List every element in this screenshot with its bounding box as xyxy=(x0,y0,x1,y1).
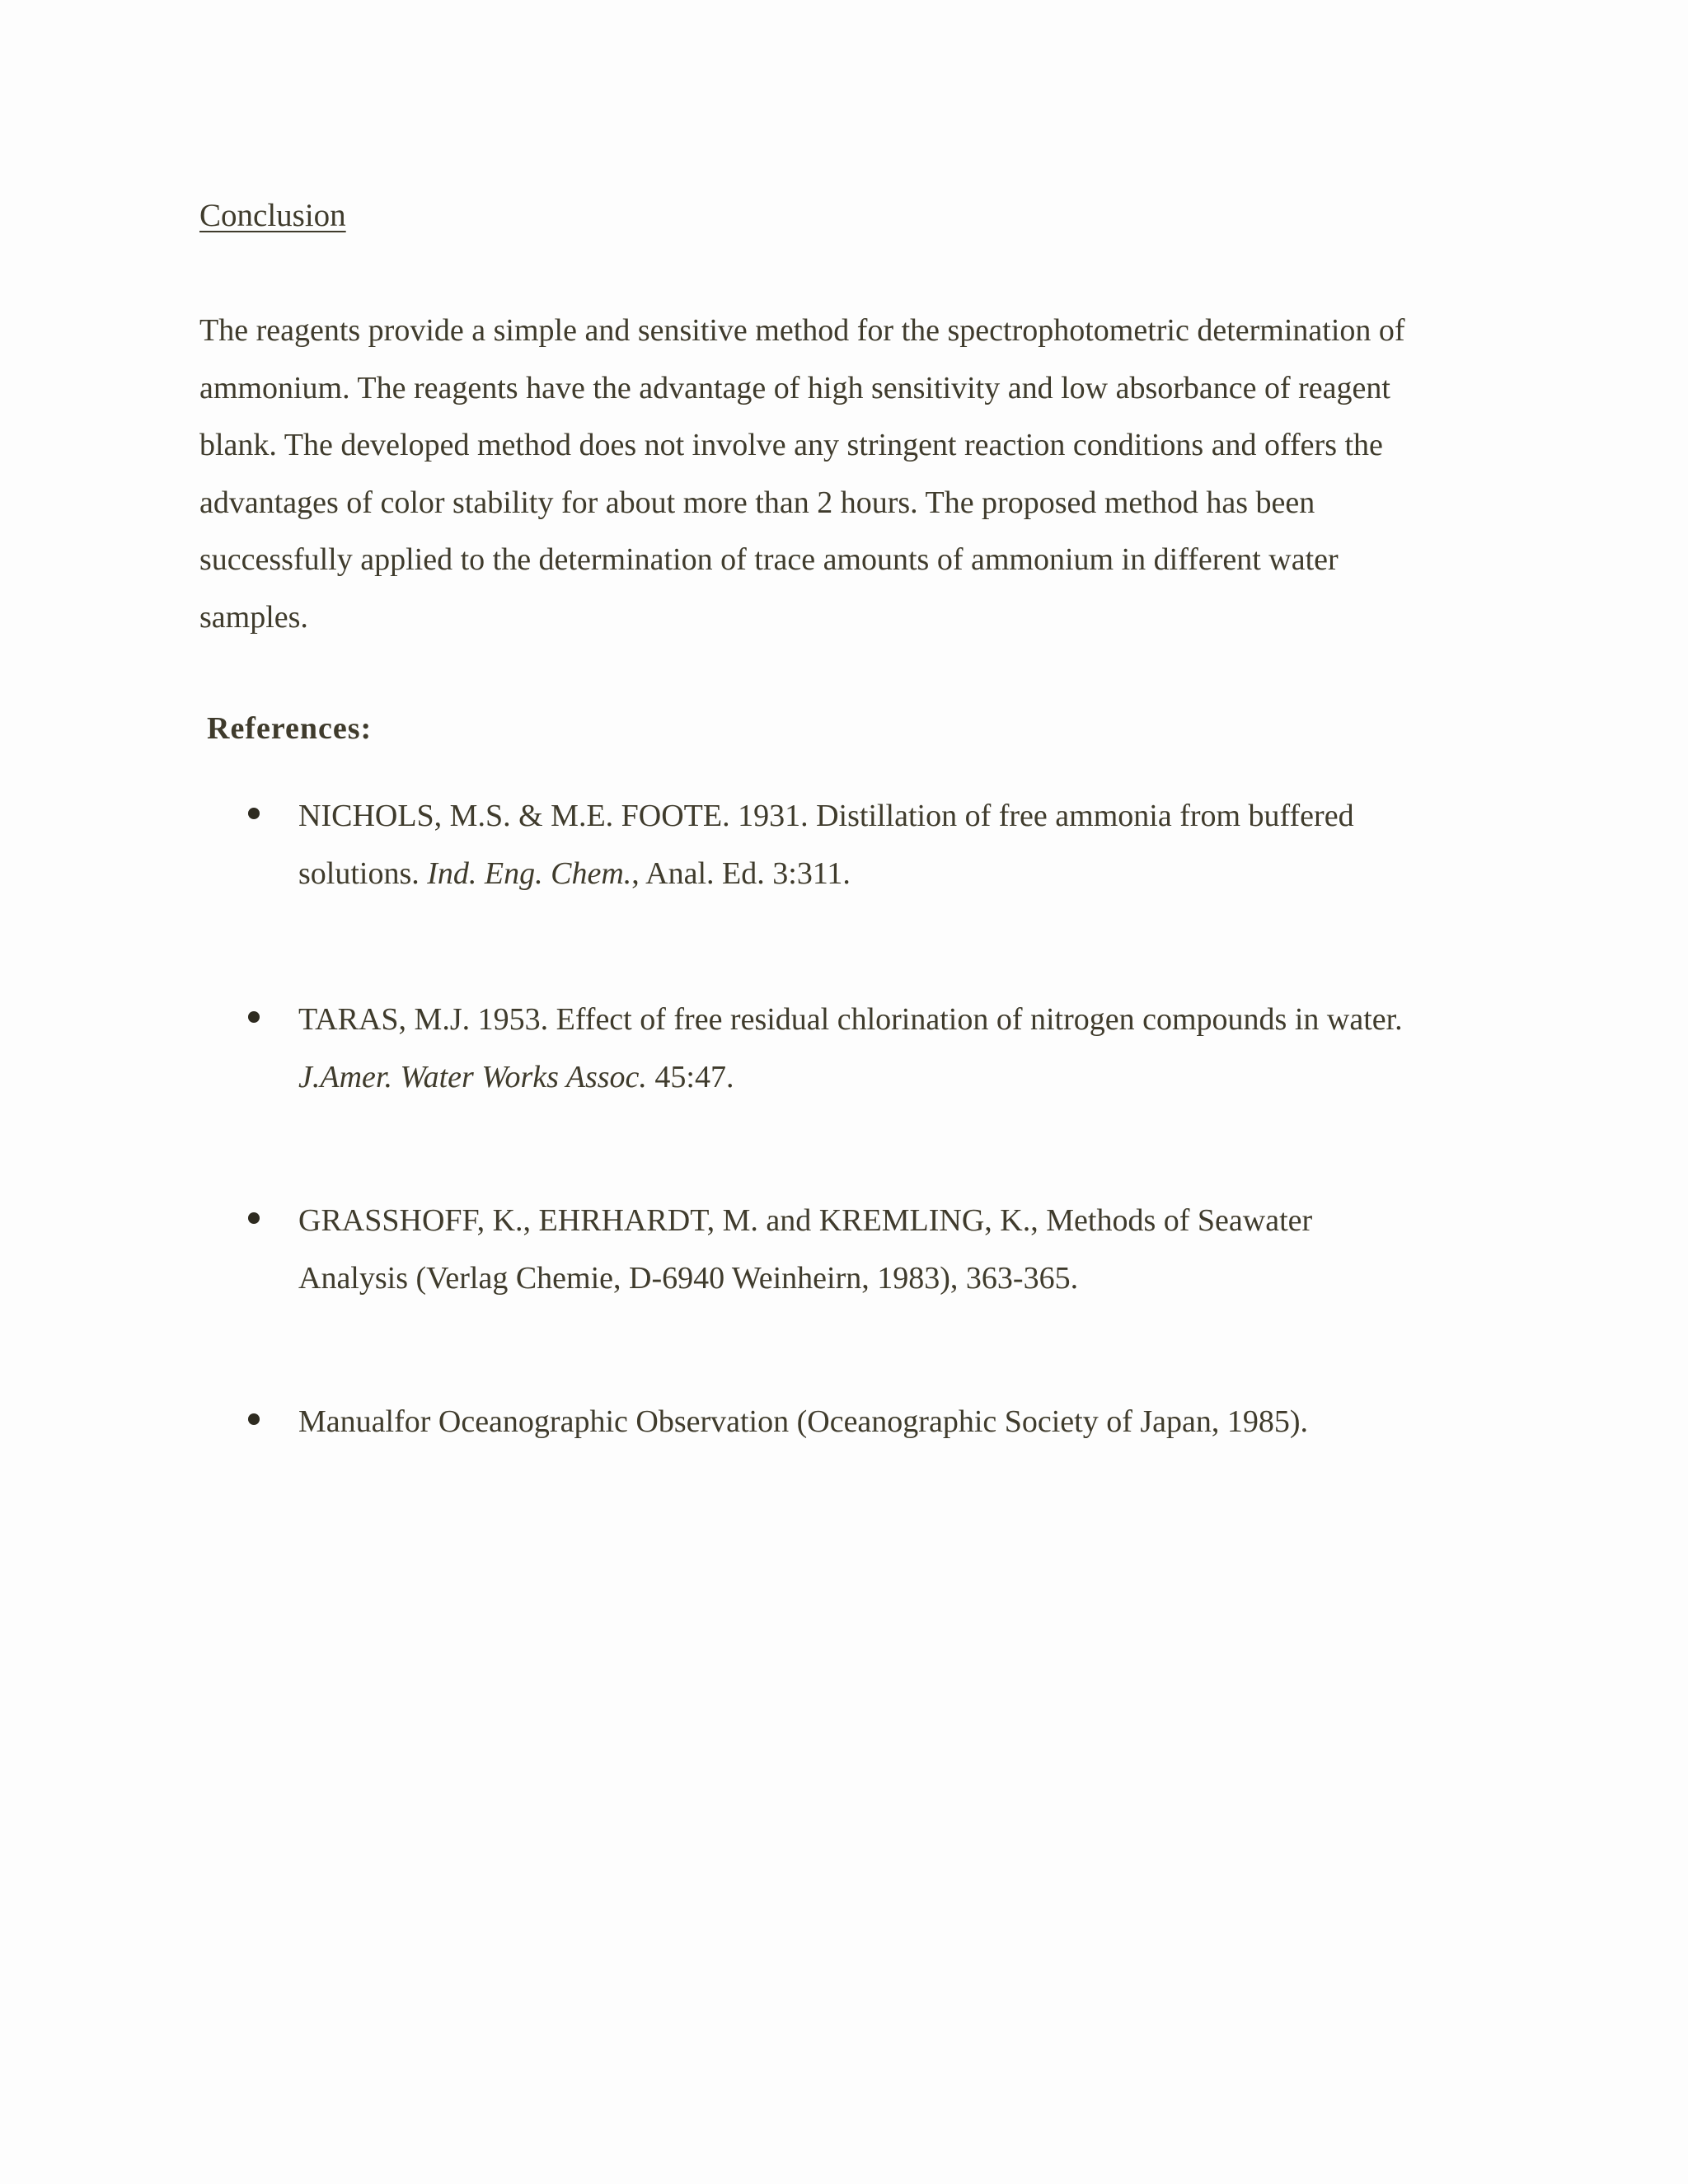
conclusion-paragraph xyxy=(199,302,1485,646)
paragraph-line: ammonium. The reagents have the advantage of high sensitivity and low absorbance of reagent xyxy=(199,370,1390,405)
conclusion-heading: Conclusion xyxy=(199,198,346,233)
reference-text-plain: , Anal. Ed. 3:311. xyxy=(631,855,851,891)
journal-name: J.Amer. Water Works Assoc. xyxy=(298,1059,647,1094)
bullet-icon xyxy=(248,1212,260,1224)
reference-text xyxy=(298,788,1518,902)
reference-text xyxy=(298,1193,1518,1307)
paragraph-line: The reagents provide a simple and sensitive method for the spectrophotometric determination of xyxy=(199,313,1405,348)
reference-text xyxy=(298,1394,1518,1451)
reference-line: NICHOLS, M.S. & M.E. FOOTE. 1931. Distillation of free ammonia from buffered xyxy=(298,799,1354,833)
bullet-icon xyxy=(248,1413,260,1425)
reference-text xyxy=(298,991,1518,1106)
reference-line xyxy=(298,1049,1518,1107)
references-heading: References: xyxy=(207,711,373,746)
reference-line xyxy=(298,846,1518,903)
reference-line: Manualfor Oceanographic Observation (Oceanographic Society of Japan, 1985). xyxy=(298,1404,1309,1439)
reference-line: Analysis (Verlag Chemie, D-6940 Weinheirn, 1983), 363-365. xyxy=(298,1260,1079,1296)
paragraph-line: blank. The developed method does not involve any stringent reaction conditions and offers the xyxy=(199,428,1383,462)
bullet-icon xyxy=(248,1011,260,1023)
paragraph-line: advantages of color stability for about more than 2 hours. The proposed method has been xyxy=(199,485,1315,520)
paragraph-line: samples. xyxy=(199,599,308,635)
reference-line: TARAS, M.J. 1953. Effect of free residual chlorination of nitrogen compounds in water. xyxy=(298,1002,1403,1037)
reference-text-plain: solutions. xyxy=(298,855,428,891)
reference-line: GRASSHOFF, K., EHRHARDT, M. and KREMLING, K., Methods of Seawater xyxy=(298,1203,1313,1238)
paragraph-line: successfully applied to the determination of trace amounts of ammonium in different water xyxy=(199,542,1339,577)
journal-name: Ind. Eng. Chem. xyxy=(427,855,632,891)
reference-text-plain: 45:47. xyxy=(646,1059,734,1094)
bullet-icon xyxy=(248,808,260,819)
